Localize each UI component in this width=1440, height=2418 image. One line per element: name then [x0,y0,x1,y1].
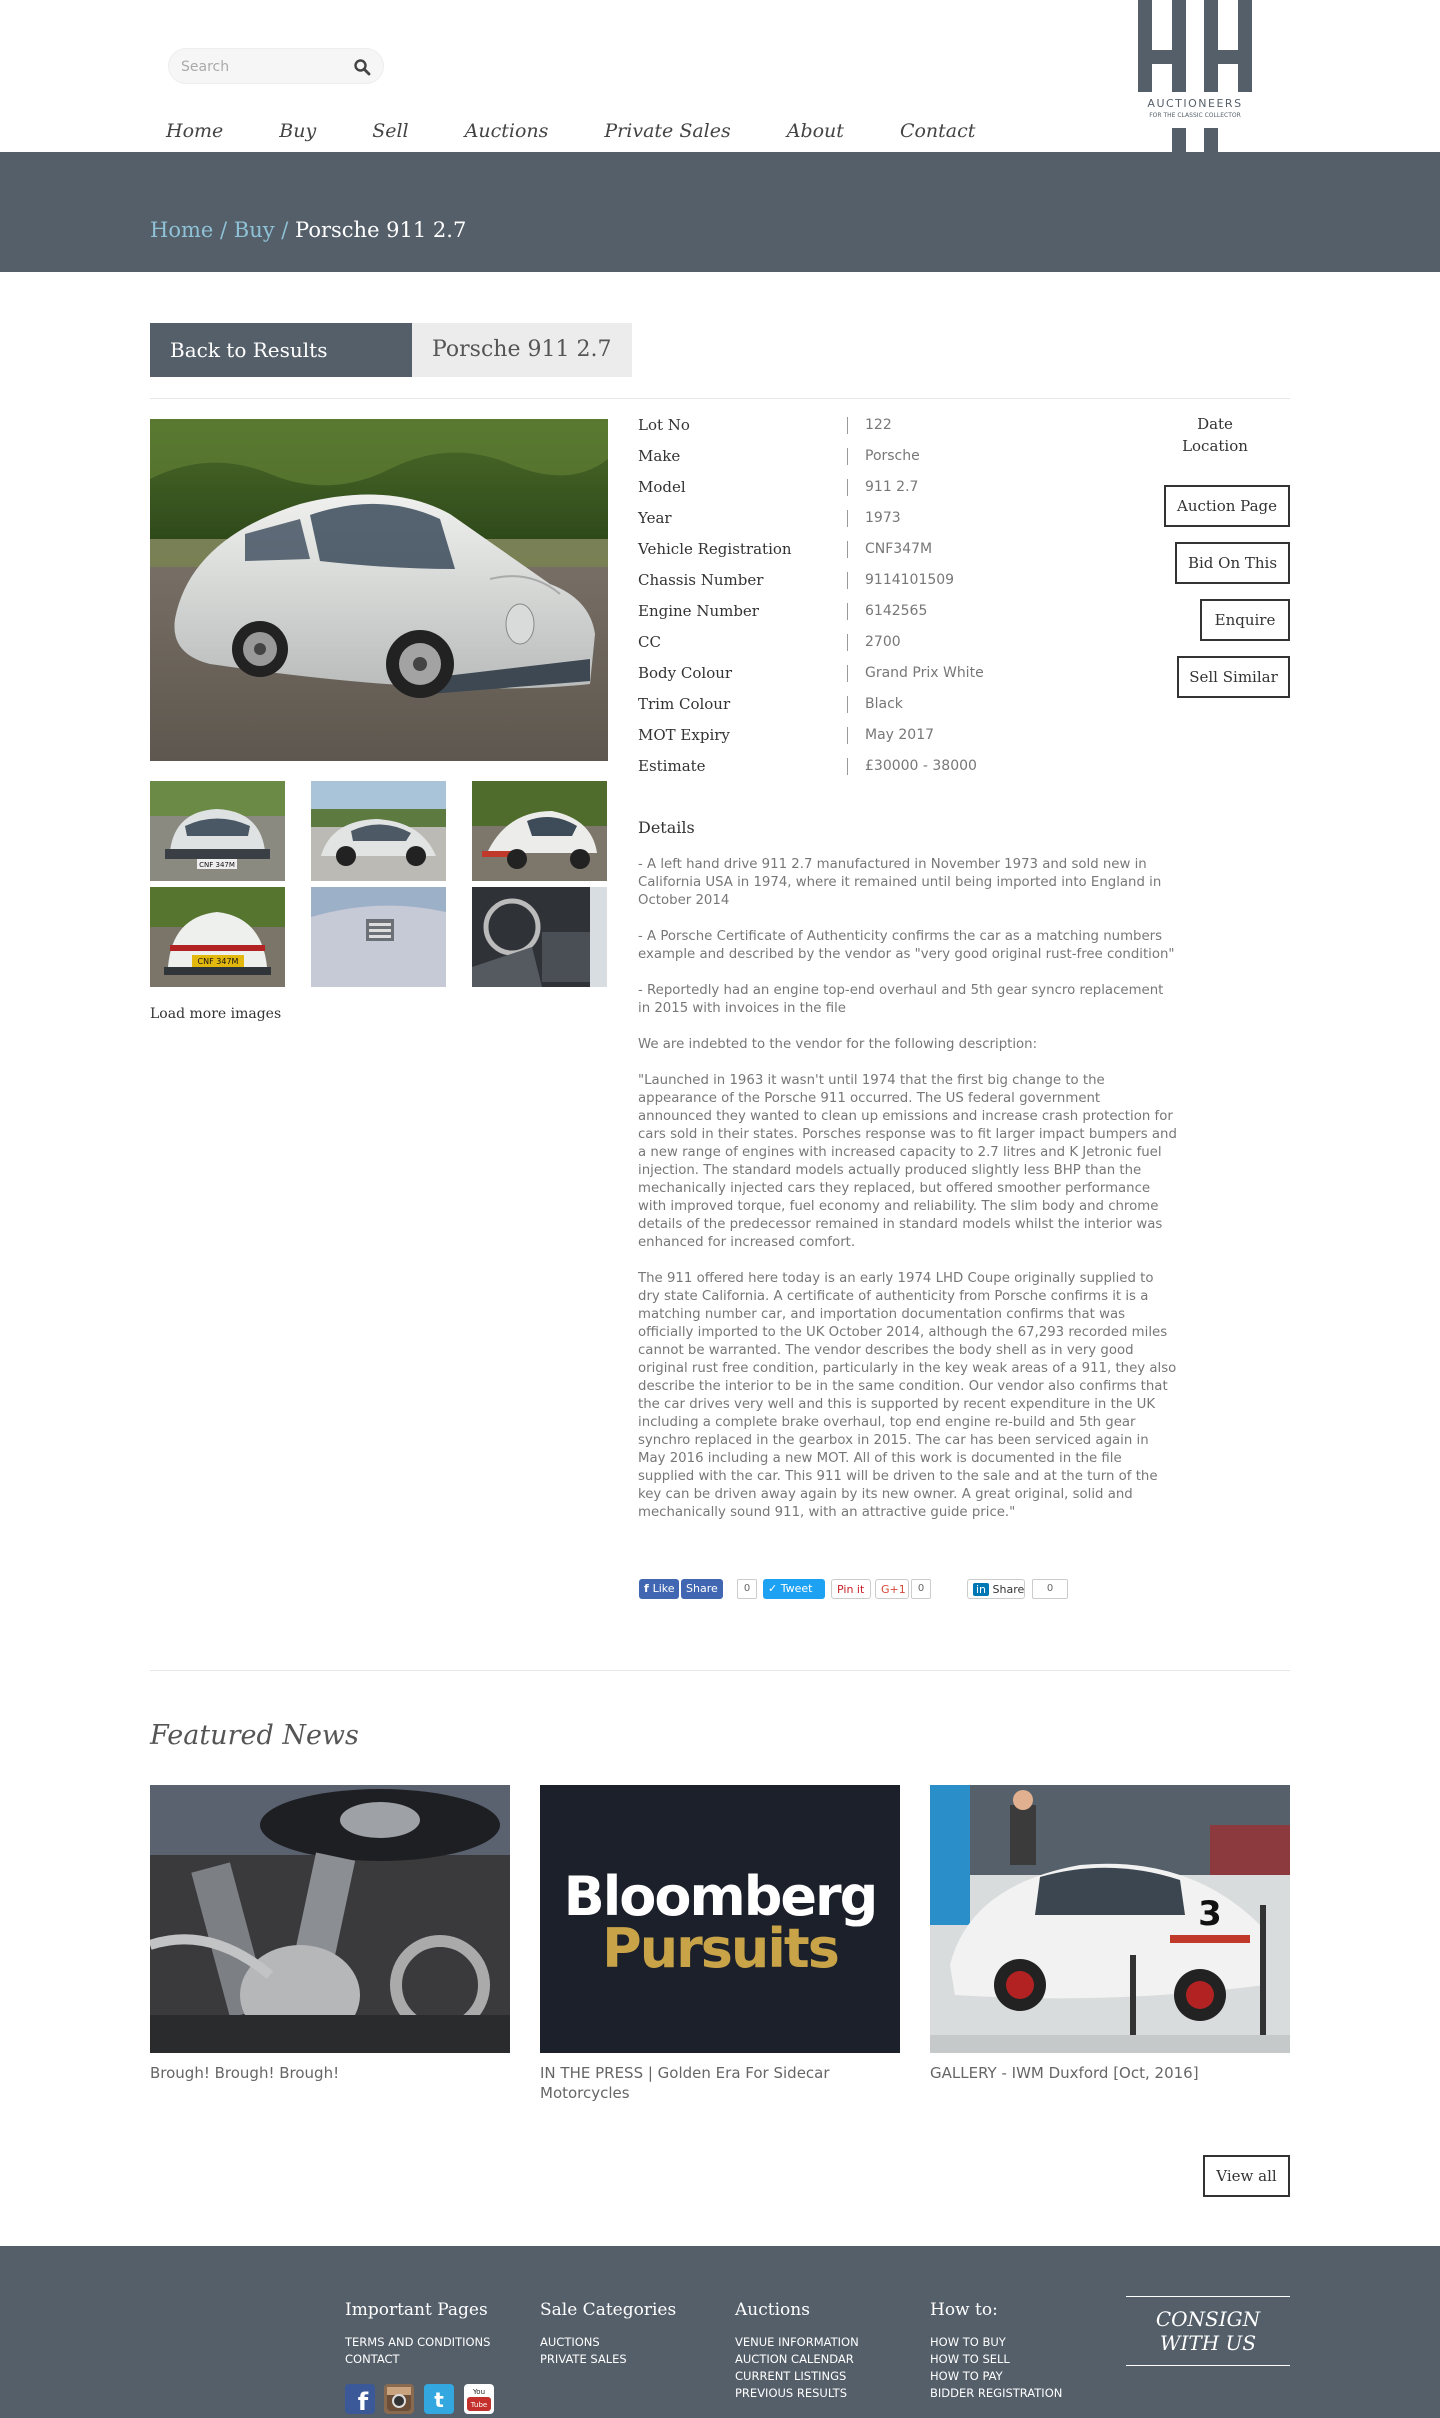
sell-similar-button[interactable]: Sell Similar [1177,656,1290,698]
footer-link-previous-results[interactable]: PREVIOUS RESULTS [735,2386,847,2400]
news-image-brough[interactable] [150,1785,510,2053]
consign-with-us-button[interactable] [1126,2296,1290,2366]
view-all-button[interactable]: View all [1203,2155,1290,2197]
divider [847,479,848,496]
spec-label: Chassis Number [638,571,764,589]
details-paragraph: - Reportedly had an engine top-end overhaul and 5th gear syncro replacement in 2015 with invoices in the file [638,983,1164,1016]
divider [847,510,848,527]
divider [847,603,848,620]
search-input[interactable] [181,57,341,77]
spec-row-model [638,478,1158,498]
spec-value: 6142565 [865,603,928,619]
consign-line: WITH US [1159,2331,1257,2355]
logo-and-text: AND [1186,55,1204,64]
footer-link-how-to-pay[interactable]: HOW TO PAY [930,2369,1003,2383]
spec-row-mot-expiry [638,726,1158,746]
svg-text:f: f [357,2388,369,2414]
nav-auctions[interactable]: Auctions [464,120,549,142]
footer-link-contact[interactable]: CONTACT [345,2352,400,2366]
breadcrumb-buy[interactable]: Buy [233,218,275,242]
breadcrumb-banner [0,152,1440,272]
enquire-button[interactable]: Enquire [1200,599,1290,641]
spec-label: Lot No [638,416,690,434]
gallery-thumbnail[interactable] [472,887,607,987]
footer-link-venue-information[interactable]: VENUE INFORMATION [735,2335,859,2349]
share-bar [639,1579,1139,1601]
pin-it-button[interactable]: Pin it [831,1579,871,1599]
details-text [638,856,1178,1540]
breadcrumb-home[interactable]: Home [150,218,214,242]
spec-row-engine-number [638,602,1158,622]
spec-value: 1973 [865,510,901,526]
facebook-share-button[interactable]: Share [681,1579,723,1599]
bid-on-this-button[interactable]: Bid On This [1175,542,1290,584]
linkedin-share-button[interactable]: in Share [967,1579,1025,1599]
details-paragraph: We are indebted to the vendor for the following description: [638,1037,1038,1052]
linkedin-icon: in [973,1583,989,1596]
gallery-thumbnail[interactable] [150,887,285,987]
nav-contact[interactable]: Contact [899,120,976,142]
divider [150,1670,1290,1671]
spec-label: Trim Colour [638,695,731,713]
svg-text:You: You [472,2388,486,2396]
spec-row-vehicle-registration [638,540,1158,560]
google-plus-button[interactable]: G+1 [875,1579,909,1599]
footer-column-auctions [735,2300,859,2402]
spec-label: CC [638,633,661,651]
spec-value: 911 2.7 [865,479,919,495]
details-paragraph: The 911 offered here today is an early 1974 LHD Coupe originally supplied to dry state California. A certificate of authenticity from Porsche confirms it is a matching number car, and importation documentation confirms that was officially imported to the UK October 2014, although the 67,293 recorded miles cannot be warranted. The vendor describes the body shell as in very good original rust free condition, particularly in the key weak areas of a 911, they also describe the interior to be in the same condition. Our vendor also confirms that the car drives very well and this is supported by recent expenditure in the UK including a complete brake overhaul, top end engine re-build and 5th gear synchro replaced in the gearbox in 2015. The car has been serviced again in May 2016 including a new MOT. All of this work is documented in the file supplied with the car. This 911 will be driven to the sale and at the turn of the key can be driven away again by its new owner. A great original, solid and mechanically sound 911, with an attractive guide price." [638,1271,1177,1520]
car-number-text: 3 [1198,1894,1222,1934]
nav-buy[interactable]: Buy [279,120,317,142]
footer-column-sale-categories [540,2300,676,2368]
divider [847,696,848,713]
divider [150,398,1290,399]
footer-column-title: Sale Categories [540,2300,677,2320]
gallery-thumbnail[interactable] [472,781,607,881]
details-paragraph: - A left hand drive 911 2.7 manufactured in November 1973 and sold new in California USA in 1974, where it remained until being imported into England in October 2014 [638,857,1162,908]
linkedin-share-count: 0 [1032,1579,1068,1599]
search-icon[interactable] [353,58,371,76]
date-label: Date [1197,415,1233,433]
instagram-icon[interactable] [384,2384,414,2414]
spec-value: 9114101509 [865,572,955,588]
logo-tagline-text: FOR THE CLASSIC COLLECTOR [1149,112,1241,119]
footer-column-title: How to: [930,2300,998,2320]
date-location-block [1160,413,1270,457]
spec-label: Model [638,478,686,496]
spec-value: Black [865,696,903,712]
divider [847,727,848,744]
details-paragraph: - A Porsche Certificate of Authenticity confirms the car as a matching numbers example and described by the vendor as "very good original rust-free condition" [638,929,1175,962]
spec-label: Make [638,447,681,465]
news-caption-brough[interactable]: Brough! Brough! Brough! [150,2064,340,2082]
spec-label: Vehicle Registration [638,540,792,558]
logo-name-text: AUCTIONEERS [1147,97,1243,110]
details-heading: Details [638,818,695,837]
back-to-results-button[interactable]: Back to Results [150,323,412,377]
spec-value: CNF347M [865,541,933,557]
spec-label: Year [638,509,672,527]
site-header [0,0,1440,152]
twitter-icon: ✓ [768,1582,781,1595]
breadcrumb [150,218,466,242]
footer-link-how-to-buy[interactable]: HOW TO BUY [930,2335,1006,2349]
footer-link-current-listings[interactable]: CURRENT LISTINGS [735,2369,847,2383]
load-more-images-link[interactable]: Load more images [150,1006,282,1022]
facebook-like-button[interactable]: f Like [639,1579,679,1599]
pursuits-logo-text: Pursuits [602,1917,838,1980]
footer-link-auction-calendar[interactable]: AUCTION CALENDAR [735,2352,854,2366]
divider [847,572,848,589]
spec-value: 2700 [865,634,901,650]
spec-row-cc [638,633,1158,653]
spec-row-year [638,509,1158,529]
featured-news-heading: Featured News [150,1720,359,1751]
divider [847,541,848,558]
site-logo[interactable] [1136,0,1256,152]
footer-link-terms[interactable]: TERMS AND CONDITIONS [345,2335,491,2349]
search-box [168,48,384,84]
spec-label: Body Colour [638,664,733,682]
nav-about[interactable]: About [786,120,844,142]
spec-row-estimate [638,757,1158,777]
spec-row-chassis-number [638,571,1158,591]
divider [847,634,848,651]
divider [847,665,848,682]
plate-text: CNF 347M [197,957,239,966]
divider [847,417,848,434]
spec-value: 122 [865,417,892,433]
spec-row-make [638,447,1158,467]
footer-link-auctions[interactable]: AUCTIONS [540,2335,600,2349]
main-nav [166,120,1031,146]
main-car-image[interactable] [150,419,608,761]
footer-link-how-to-sell[interactable]: HOW TO SELL [930,2352,1010,2366]
spec-row-trim-colour [638,695,1158,715]
news-image-bloomberg[interactable] [540,1785,900,2053]
nav-sell[interactable]: Sell [372,120,409,142]
footer-column-how-to [930,2300,1062,2402]
auction-page-button[interactable]: Auction Page [1164,485,1290,527]
breadcrumb-separator: / [220,218,228,242]
spec-label: MOT Expiry [638,726,730,744]
tweet-button[interactable]: ✓ Tweet [763,1579,825,1599]
spec-value: £30000 - 38000 [865,758,977,774]
spec-value: May 2017 [865,727,935,743]
facebook-share-count: 0 [737,1579,757,1599]
google-plus-count: 0 [911,1579,931,1599]
gallery-thumbnail[interactable] [150,781,285,881]
footer-link-bidder-registration[interactable]: BIDDER REGISTRATION [930,2386,1063,2400]
location-label: Location [1182,437,1248,455]
footer-link-private-sales[interactable]: PRIVATE SALES [540,2352,627,2366]
nav-private-sales[interactable]: Private Sales [604,120,731,142]
facebook-icon[interactable] [345,2384,375,2414]
gallery-thumbnail[interactable] [311,887,446,987]
news-caption-bloomberg[interactable]: IN THE PRESS | Golden Era For Sidecar Motorcycles [540,2064,830,2102]
divider [847,448,848,465]
plate-text: CNF 347M [199,861,235,869]
facebook-icon: f [644,1582,653,1595]
spec-row-lot-no [638,416,1158,436]
footer-column-title: Important Pages [345,2300,488,2320]
news-image-duxford[interactable] [930,1785,1290,2053]
nav-home[interactable]: Home [166,120,224,142]
svg-text:Tube: Tube [470,2401,488,2409]
footer-column-important-pages [345,2300,490,2368]
twitter-icon[interactable] [424,2384,454,2414]
divider [847,758,848,775]
spec-label: Estimate [638,757,706,775]
youtube-icon[interactable] [464,2384,494,2414]
spec-value: Porsche [865,448,920,464]
gallery-thumbnail[interactable] [311,781,446,881]
news-caption-duxford[interactable]: GALLERY - IWM Duxford [Oct, 2016] [930,2064,1199,2082]
spec-value: Grand Prix White [865,665,984,681]
svg-text:t: t [434,2388,444,2412]
footer-column-title: Auctions [735,2300,810,2320]
site-footer [0,2246,1440,2418]
spec-row-body-colour [638,664,1158,684]
bloomberg-logo-text: Bloomberg [563,1865,877,1928]
details-paragraph: "Launched in 1963 it wasn't until 1974 that the first big change to the appearance of the Porsche 911 occurred. The US federal government announced they wanted to clean up emissions and increase crash protection for cars sold in their states. Porsches response was to fit larger impact bumpers and a new range of engines with increased capacity to 2.7 litres and K Jetronic fuel injection. The standard models actually produced slightly less BHP than the mechanically injected cars they replaced, but offered smoother performance with improved torque, fuel economy and reliability. The slim body and chrome details of the predecessor remained in standard models whilst the interior was enhanced for increased comfort. [638,1073,1177,1250]
breadcrumb-current: Porsche 911 2.7 [295,218,467,242]
lot-title-tab: Porsche 911 2.7 [412,323,632,377]
breadcrumb-separator: / [281,218,289,242]
spec-label: Engine Number [638,602,759,620]
consign-line: CONSIGN [1155,2307,1261,2331]
